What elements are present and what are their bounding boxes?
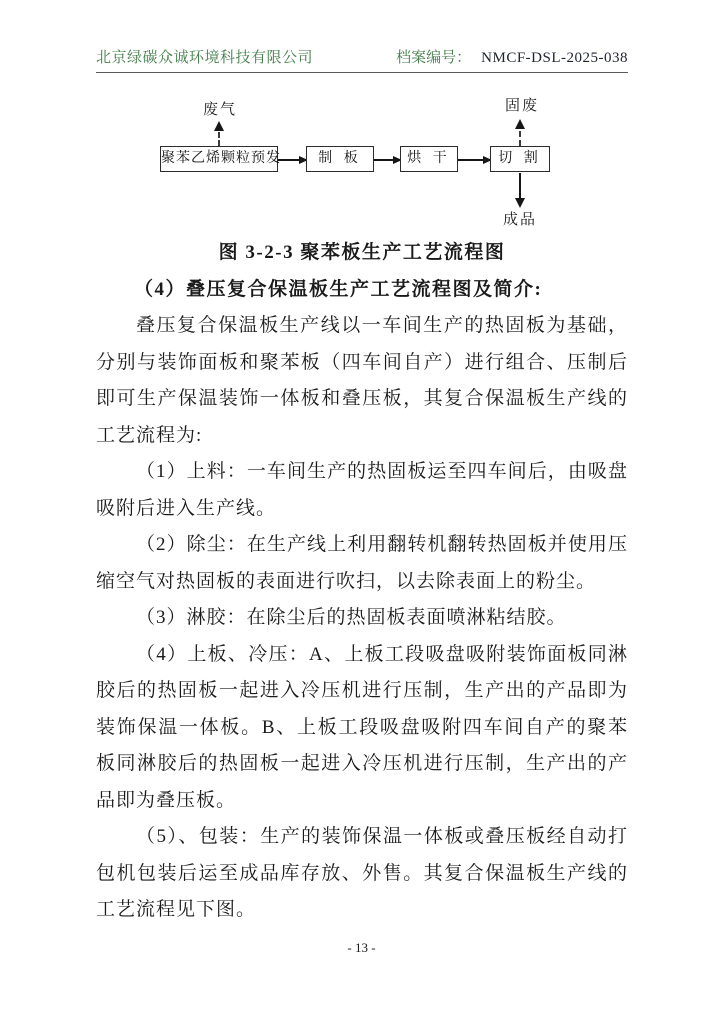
paragraph-intro: 叠压复合保温板生产线以一车间生产的热固板为基础，分别与装饰面板和聚苯板（四车间自产）进行组合、压制后即可生产保温装饰一体板和叠压板，其复合保温板生产线的工艺流程为:: [96, 315, 628, 446]
header-divider: [96, 72, 628, 73]
archive-number: NMCF-DSL-2025-038: [481, 50, 628, 66]
waste-gas-arrow-up-icon: [218, 124, 220, 146]
waste-gas-label: 废气: [203, 102, 238, 118]
arrow-right-icon: [278, 159, 306, 161]
body-text: [96, 235, 628, 929]
solid-waste-arrow-up-icon: [519, 122, 521, 146]
archive-label: 档案编号：: [396, 50, 472, 66]
flow-box-pre-expansion: 聚苯乙烯颗粒预发: [160, 146, 278, 172]
flow-box-board-making: 制 板: [306, 146, 374, 172]
page-number: - 13 -: [347, 940, 376, 955]
paragraph-step-5: （5）、包装：生产的装饰保温一体板或叠压板经自动打包机包装后运至成品库存放、外售。其复合保温板生产线的工艺流程见下图。: [96, 826, 628, 920]
paragraph-step-2: （2）除尘：在生产线上利用翻转机翻转热固板并使用压缩空气对热固板的表面进行吹扫，以去除表面上的粉尘。: [96, 534, 628, 592]
section-heading: （4）叠压复合保温板生产工艺流程图及简介:: [134, 278, 543, 300]
paragraph-step-1: （1）上料：一车间生产的热固板运至四车间后，由吸盘吸附后进入生产线。: [96, 461, 628, 519]
flow-box-cutting: 切 割: [490, 146, 550, 172]
figure-caption: 图 3-2-3 聚苯板生产工艺流程图: [218, 242, 506, 263]
paragraph-step-4: （4）上板、冷压：A、上板工段吸盘吸附装饰面板同淋胶后的热固板一起进入冷压机进行压制，生产出的产品即为装饰保温一体板。B、上板工段吸盘吸附四车间自产的聚苯板同淋胶后的热固板一起进入冷压机进行压制，生产出的产品即为叠压板。: [96, 643, 628, 811]
product-label: 成品: [503, 212, 538, 228]
company-name: 北京绿碳众诚环境科技有限公司: [96, 50, 314, 66]
flow-box-drying: 烘 干: [400, 146, 458, 172]
solid-waste-label: 固废: [505, 98, 540, 114]
product-arrow-down-icon: [519, 173, 521, 205]
process-flowchart: [0, 92, 723, 235]
paragraph-step-3: （3）淋胶：在除尘后的热固板表面喷淋粘结胶。: [136, 607, 567, 628]
arrow-right-icon: [458, 159, 490, 161]
archive-info: [396, 46, 628, 67]
arrow-right-icon: [374, 159, 400, 161]
page-header: [0, 0, 723, 77]
